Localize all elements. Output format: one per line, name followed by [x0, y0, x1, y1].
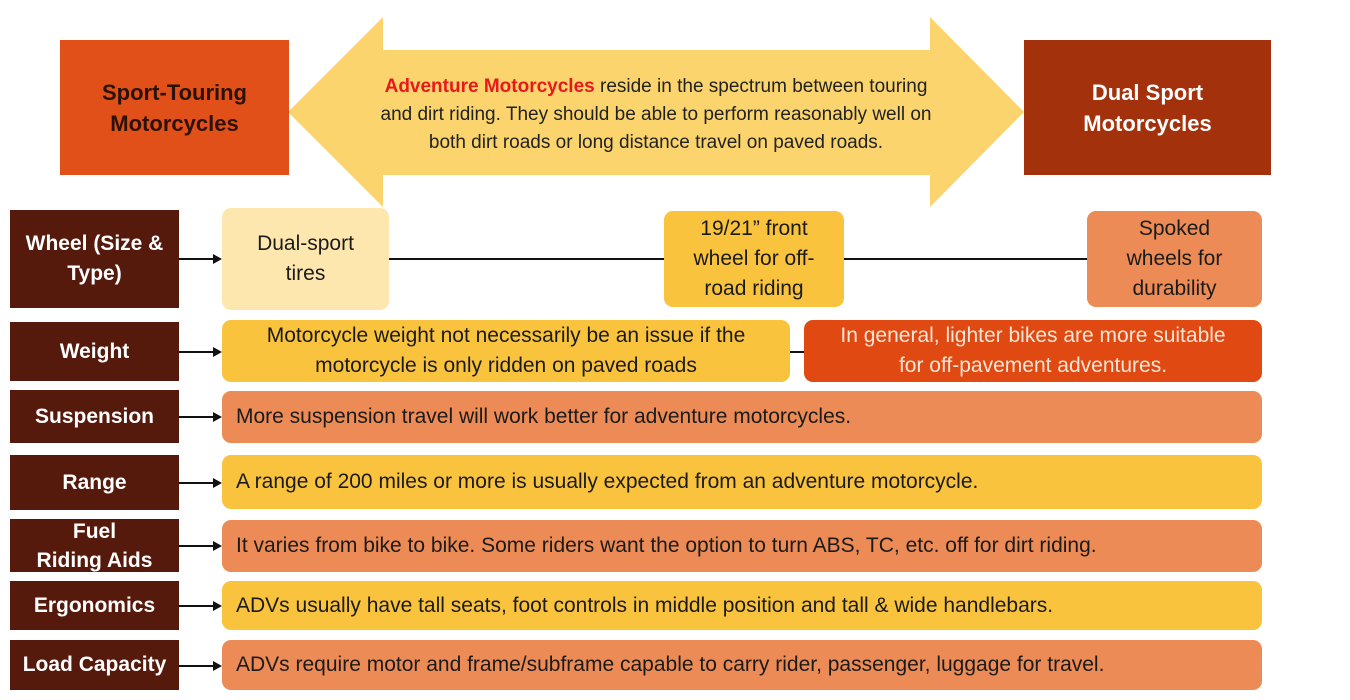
arrow-wheel-line — [179, 258, 214, 260]
label-load-text: Load Capacity — [22, 653, 167, 676]
arrow-suspension-head — [213, 412, 222, 422]
arrow-suspension-line — [179, 416, 214, 418]
arrow-text-line1 — [330, 73, 982, 101]
arrow-weight-line — [179, 351, 214, 353]
weight-right-line1: In general, lighter bikes are more suitable — [840, 324, 1226, 347]
label-load-capacity — [10, 640, 179, 690]
sport-touring-line2: Motorcycles — [110, 110, 239, 136]
wheel-dual-sport-tires — [222, 208, 389, 310]
weight-left-line1: Motorcycle weight not necessarily be an issue if the — [266, 324, 746, 347]
range-text-box — [222, 455, 1262, 509]
arrow-text-line2: and dirt riding. They should be able to perform reasonably well on — [380, 104, 932, 125]
wheel-box3-line1: Spoked — [1138, 217, 1211, 240]
arrow-text-line1-rest: reside in the spectrum between touring — [594, 76, 928, 97]
arrow-weight-head — [213, 347, 222, 357]
arrow-ergonomics-line — [179, 605, 214, 607]
weight-right-line2: for off-pavement adventures. — [898, 354, 1168, 377]
label-range-text: Range — [62, 470, 127, 494]
load-text: ADVs require motor and frame/subframe capable to carry rider, passenger, luggage for travel. — [236, 653, 1105, 676]
arrow-fuel-line — [179, 545, 214, 547]
arrow-ergonomics-head — [213, 601, 222, 611]
wheel-box2-line3: road riding — [704, 277, 804, 300]
wheel-connector-2 — [844, 258, 1087, 260]
load-text-box — [222, 640, 1262, 690]
arrow-load-head — [213, 661, 222, 671]
adventure-motorcycles-highlight: Adventure Motorcycles — [384, 76, 595, 97]
label-suspension — [10, 390, 179, 443]
suspension-text-box — [222, 391, 1262, 443]
ergonomics-text: ADVs usually have tall seats, foot controls in middle position and tall & wide handlebars. — [236, 593, 1054, 617]
wheel-box2-line1: 19/21” front — [700, 217, 808, 240]
label-ergonomics — [10, 581, 179, 630]
ergonomics-text-box — [222, 581, 1262, 630]
wheel-box3-line3: durability — [1132, 277, 1217, 300]
label-weight — [10, 322, 179, 381]
wheel-connector-1 — [389, 258, 664, 260]
weight-left-line2: motorcycle is only ridden on paved roads — [315, 354, 697, 377]
arrow-fuel-head — [213, 541, 222, 551]
label-wheel — [10, 210, 179, 308]
arrow-wheel-head — [213, 254, 222, 264]
weight-connector — [790, 351, 804, 353]
fuel-text-box — [222, 520, 1262, 572]
wheel-spoked — [1087, 211, 1262, 307]
label-ergonomics-text: Ergonomics — [33, 593, 156, 617]
wheel-box2-line2: wheel for off- — [693, 247, 815, 270]
wheel-front-size — [664, 211, 844, 307]
label-weight-text: Weight — [59, 339, 130, 363]
label-suspension-text: Suspension — [34, 404, 155, 428]
sport-touring-line1: Sport-Touring — [102, 79, 247, 105]
arrow-text-line3: both dirt roads or long distance travel on paved roads. — [428, 132, 884, 153]
wheel-box1-line1: Dual-sport — [257, 232, 354, 255]
sport-touring-box — [60, 40, 289, 175]
fuel-text: It varies from bike to bike. Some riders want the option to turn ABS, TC, etc. off for dirt riding. — [236, 534, 1097, 557]
range-text: A range of 200 miles or more is usually expected from an adventure motorcycle. — [236, 470, 979, 493]
wheel-box3-line2: wheels for — [1126, 247, 1223, 270]
label-wheel-line1: Wheel (Size & — [25, 232, 164, 255]
suspension-text: More suspension travel will work better for adventure motorcycles. — [236, 405, 852, 428]
label-fuel-line1: Fuel — [72, 519, 117, 543]
weight-lighter-bikes — [804, 320, 1262, 382]
arrow-range-head — [213, 478, 222, 488]
weight-paved — [222, 320, 790, 382]
label-range — [10, 455, 179, 510]
label-wheel-line2: Type) — [67, 262, 122, 285]
arrow-load-line — [179, 665, 214, 667]
arrow-range-line — [179, 482, 214, 484]
arrow-description — [330, 73, 982, 157]
label-fuel-riding-aids — [10, 519, 179, 572]
wheel-box1-line2: tires — [285, 262, 326, 285]
dual-sport-box — [1024, 40, 1271, 175]
dual-sport-line2: Motorcycles — [1083, 110, 1212, 136]
label-fuel-line2: Riding Aids — [36, 548, 153, 572]
dual-sport-line1: Dual Sport — [1091, 79, 1204, 105]
